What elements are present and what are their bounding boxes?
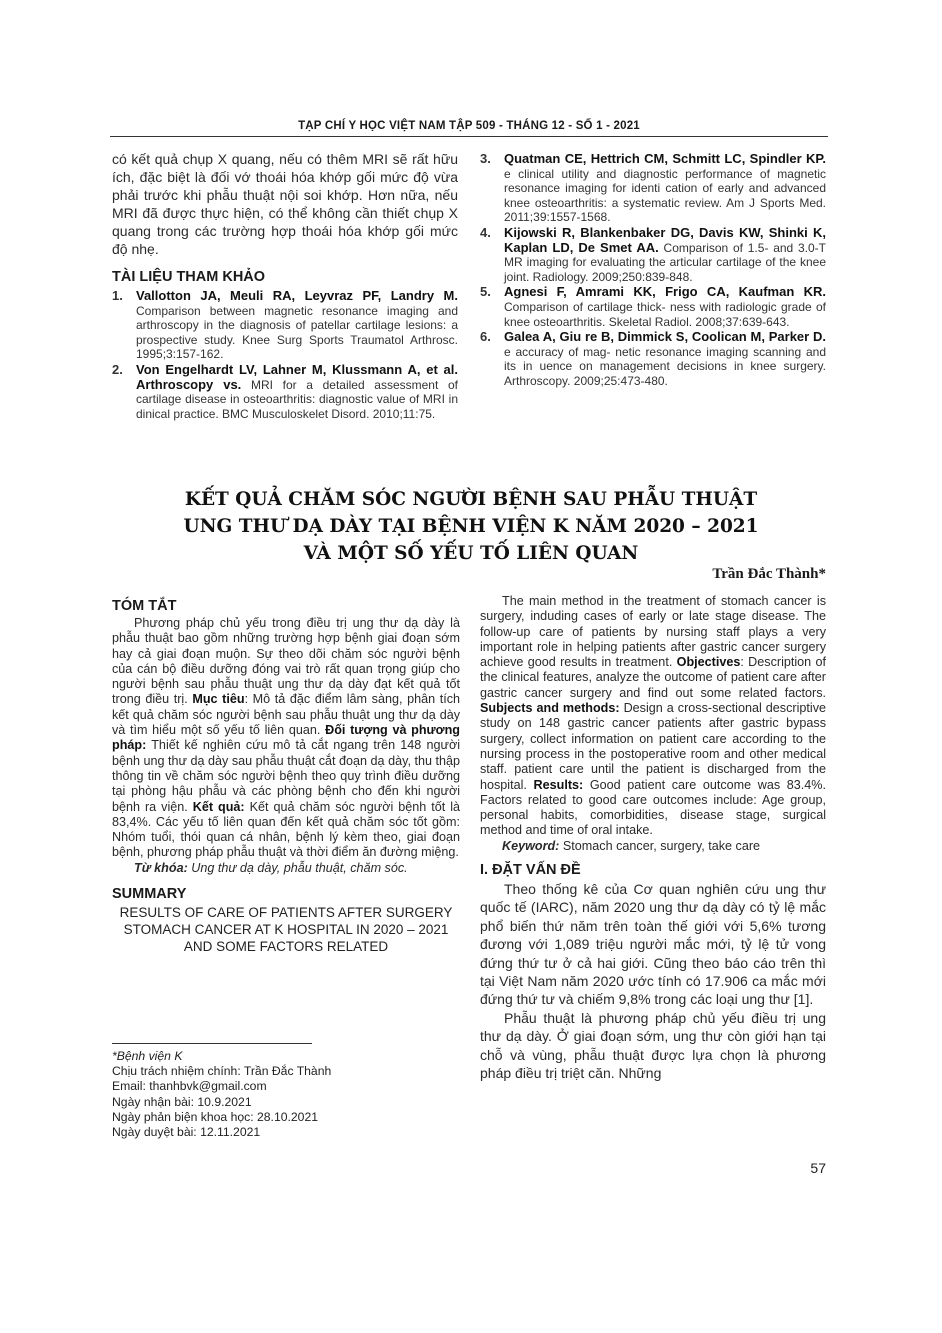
- footnote-received: Ngày nhận bài: 10.9.2021: [112, 1094, 252, 1109]
- footnotes: [112, 1049, 458, 1140]
- references-list-right: [480, 152, 826, 389]
- methods-text: Design a cross-sectional descriptive study on 148 gastric cancer patients after gastric bypass surgery, collect information on patient care according to the nursing process in the postoperative room and other medical staff. patient care until the patient is discharged from the hospital.: [480, 701, 826, 792]
- top-right-column: [480, 152, 826, 390]
- keywords-en: [480, 839, 826, 854]
- footnote-rule: [112, 1043, 312, 1044]
- article-title-line: UNG THƯ DẠ DÀY TẠI BỆNH VIỆN K NĂM 2020 – 2021: [183, 516, 759, 537]
- reference-number: 3.: [480, 151, 491, 166]
- footnote-email: Email: thanhbvk@gmail.com: [112, 1079, 267, 1094]
- reference-number: 5.: [480, 284, 491, 300]
- keywords-label: Keyword:: [502, 838, 560, 853]
- reference-item: [112, 363, 458, 421]
- article-title-line: VÀ MỘT SỐ YẾU TỐ LIÊN QUAN: [303, 543, 639, 564]
- methods-label: Subjects and methods:: [480, 701, 620, 716]
- reference-number: 2.: [112, 361, 123, 377]
- reference-text: MRI for a detailed assessment of cartilage disease in osteoarthritis: diagnostic value of MRI in dinical practice. BMC Musculoskelet Disord. 2010;11:75.: [136, 377, 458, 421]
- reference-number: 6.: [480, 329, 491, 345]
- keywords-text: Ung thư dạ dày, phẫu thuật, chăm sóc.: [187, 860, 408, 875]
- reference-text: e accuracy of mag- netic resonance imaging scanning and its in uence on management decisions in knee surgery. Arthroscopy. 2009;25:473-480.: [504, 344, 826, 388]
- article-title-line: KẾT QUẢ CHĂM SÓC NGƯỜI BỆNH SAU PHẪU THUẬT: [184, 489, 758, 510]
- reference-text: Comparison of cartilage thick- ness with radiologic grade of knee osteoarthritis. Skeletal Radiol. 2008;37:639-643.: [504, 299, 826, 329]
- results-text: Good patient care outcome was 83.4%. Factors related to good care outcomes include: Age group, personal habits, comorbidities, disease stage, surgical method and time of oral intake.: [480, 777, 826, 838]
- abstract-english: [480, 594, 826, 1083]
- abstract-vi-intro: Phương pháp chủ yếu trong điều trị ung thư dạ dày là phẫu thuật bao gồm những trường hợp bệnh giai đoạn sớm hay cả giai đoạn muộn. Sự theo dõi chăm sóc người bệnh của cán bộ điều dưỡng đóng vai trò rất quan trọng giúp cho người bệnh sau phẫu thuật ung thư dạ dày đạt kết quả tốt trong điều trị.: [112, 616, 460, 707]
- abstract-heading: TÓM TẮT: [112, 598, 177, 614]
- reference-text: e clinical utility and diagnostic performance of magnetic resonance imaging for identi cation of early and advanced knee osteoarthritis: a systematic review. Am J Sports Med. 2011;39:1557-1568.: [504, 166, 826, 225]
- abstract-vietnamese: [112, 598, 460, 955]
- reference-item: [480, 152, 826, 225]
- references-list-left: [112, 289, 458, 421]
- methods-text: Thiết kế nghiên cứu mô tả cắt ngang trên 148 người bệnh ung thư dạ dày sau phẫu thuật cắt đoạn dạ dày, thu thập thông tin về chăm sóc người bệnh theo quy trình điều dưỡng tại phòng hậu phẫu và các phòng bệnh cho đến khi người bệnh ra viện.: [112, 738, 460, 814]
- reference-authors: Galea A, Giu re B, Dimmick S, Coolican M, Parker D.: [504, 329, 826, 345]
- section-paragraph: Theo thống kê của Cơ quan nghiên cứu ung thư quốc tế (IARC), năm 2020 ung thư dạ dày có tỷ lệ mắc phổ biến thứ năm trên toàn thế giới với 5,6% tương đương với 1,089 triệu người mắc mới, tỷ lệ tử vong đứng thứ tư ở cả hai giới. Cũng theo báo cáo trên thì tại Việt Nam năm 2020 ước tính có 17.906 ca mắc mới đứng thứ tư và chiếm 9,8% trong các loại ung thư [1].: [480, 881, 826, 1008]
- footnote-approved: Ngày duyệt bài: 12.11.2021: [112, 1125, 261, 1140]
- reference-authors: Agnesi F, Amrami KK, Frigo CA, Kaufman KR.: [504, 284, 826, 300]
- journal-header: TẠP CHÍ Y HỌC VIỆT NAM TẬP 509 - THÁNG 12 - SỐ 1 - 2021: [298, 120, 640, 132]
- reference-text: Comparison of 1.5- and 3.0-T MR imaging for evaluating the articular cartilage of the knee joint. Radiology. 2009;250:839-848.: [504, 240, 826, 284]
- results-label: Kết quả:: [192, 799, 245, 814]
- objectives-text: : Mô tả đặc điểm lâm sàng, phân tích kết quả chăm sóc người bệnh sau phẫu thuật ung thư dạ dày và tìm hiểu một số yếu tố liên quan.: [112, 692, 460, 738]
- reference-number: 1.: [112, 288, 123, 303]
- objectives-label: Mục tiêu: [192, 692, 245, 707]
- objectives-label: Objectives: [676, 655, 741, 670]
- summary-heading: SUMMARY: [112, 886, 187, 903]
- results-text: Kết quả chăm sóc người bệnh tốt là 83,4%. Các yếu tố liên quan đến kết quả chăm sóc tốt gồm: Nhóm tuổi, thói quan cá nhân, bệnh lý kèm theo, giai đoạn bệnh, phương pháp phẫu thuật và thời điểm ăn đường miệng.: [112, 799, 461, 860]
- reference-authors: Quatman CE, Hettrich CM, Schmitt LC, Spindler KP.: [504, 151, 826, 166]
- article-title: [110, 486, 832, 567]
- reference-number: 4.: [480, 224, 491, 240]
- keywords-vi: [112, 861, 460, 876]
- objectives-text: : Description of the clinical features, analyze the outcome of patient care after gastric cancer surgery and find out some related factors.: [480, 655, 827, 700]
- keywords-text: Stomach cancer, surgery, take care: [559, 838, 761, 853]
- abstract-en-intro: The main method in the treatment of stomach cancer is surgery, induding cases of early or late stage disease. The follow-up care of patients by nursing staff plays a very important role in helping patients after gastric cancer surgery achieve good results in treatment.: [480, 594, 826, 670]
- footnote-affiliation: *Bệnh viện K: [112, 1049, 183, 1063]
- header-rule: [110, 136, 828, 137]
- reference-text: Comparison between magnetic resonance imaging and arthroscopy in the diagnosis of patellar cartilage lesions: a prospective study. Knee Surg Sports Traumatol Arthrosc. 1995;3:157-162.: [136, 303, 458, 362]
- abstract-vi-text: [112, 616, 460, 861]
- reference-item: [480, 330, 826, 388]
- reference-item: [480, 285, 826, 329]
- page-number: 57: [810, 1160, 826, 1176]
- footnote-reviewed: Ngày phản biện khoa học: 28.10.2021: [112, 1109, 318, 1124]
- keywords-label: Từ khóa:: [134, 860, 188, 875]
- intro-paragraph: có kết quả chụp X quang, nếu có thêm MRI sẽ rất hữu ích, đặc biệt là đối vớ thoái hóa khớp gối mức độ vừa phải trước khi phẫu thuật nội soi khớp. Hơn nữa, nếu MRI đã được thực hiện, có thể không cần thiết chụp X quang trong các trường hợp thoái hóa khớp gối mức độ nhẹ.: [112, 151, 458, 257]
- section-paragraph: Phẫu thuật là phương pháp chủ yếu điều trị ung thư dạ dày. Ở giai đoạn sớm, ung thư còn giới hạn tại chỗ và vùng, phẫu thuật được lựa chọn là phương pháp điều trị triệt căn. Những: [480, 1009, 826, 1082]
- reference-authors: Kijowski R, Blankenbaker DG, Davis KW, Shinki K, Kaplan LD, De Smet AA.: [504, 224, 826, 255]
- reference-item: [480, 226, 826, 284]
- results-label: Results:: [533, 777, 584, 792]
- methods-label: Đối tượng và phương pháp:: [112, 723, 460, 753]
- footnote-responsible: Chịu trách nhiệm chính: Trần Đắc Thành: [112, 1064, 332, 1079]
- top-left-column: [112, 150, 458, 422]
- article-author: Trần Đắc Thành*: [712, 566, 826, 582]
- abstract-en-text: [480, 594, 826, 839]
- summary-title: RESULTS OF CARE OF PATIENTS AFTER SURGERY STOMACH CANCER AT K HOSPITAL IN 2020 – 2021 AND SOME FACTORS RELATED: [119, 905, 453, 955]
- reference-item: [112, 289, 458, 362]
- reference-authors: Von Engelhardt LV, Lahner M, Klussmann A, et al. Arthroscopy vs.: [136, 361, 458, 392]
- reference-authors: Vallotton JA, Meuli RA, Leyvraz PF, Landry M.: [136, 288, 458, 303]
- references-heading: TÀI LIỆU THAM KHẢO: [112, 269, 266, 285]
- section-heading: I. ĐẶT VẤN ĐỀ: [480, 862, 581, 879]
